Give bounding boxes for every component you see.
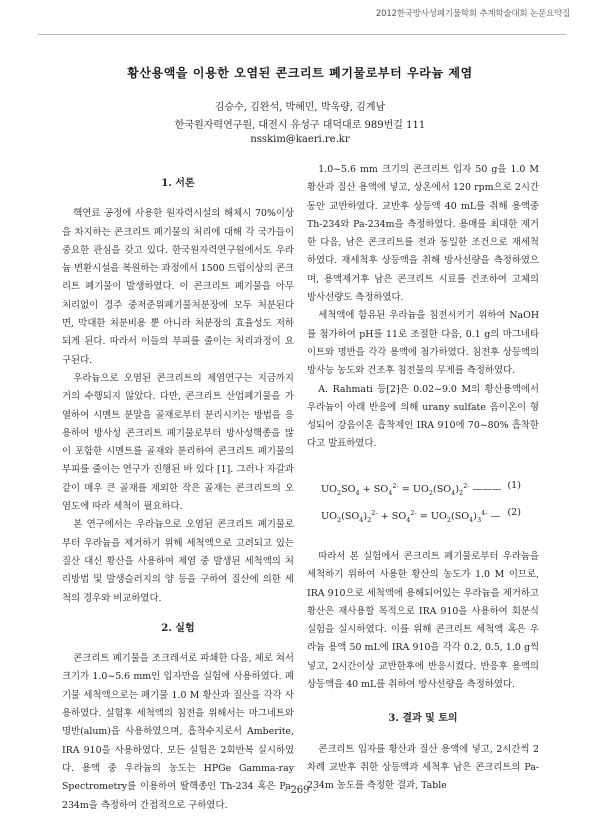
equation-number: (2) bbox=[507, 506, 521, 518]
affiliation: 한국원자력연구원, 대전시 유성구 대덕대로 989번길 111 bbox=[174, 120, 426, 131]
experiment-paragraph: 1.0~5.6 mm 크기의 콘크리트 입자 50 g을 1.0 M 황산과 질산 용액에 넣고, 상온에서 120 rpm으로 2시간동안 교반하였다. 교반후 상등액 40 mL를 취해 용액중 Th-234와 Pa-234m을 측정하였다. 용매를 최대한 제거한 다음, 남은 콘크리트를 전과 동일한 조건으로 재세척하였다. 재세척후 상등액을 취해 방사선량을 측정하였으며, 용액제거후 남은 콘크리트 시료를 건조하여 고체의 방사선량도 측정하였다. bbox=[307, 164, 539, 304]
experiment-paragraph: 세척액에 함유된 우라늄을 침전시키기 위하여 NaOH를 첨가하여 pH를 11로 조절한 다음, 0.1 g의 마그네타이트와 명반을 각각 용액에 첨가하였다. 침전후 상등액의 방사능 농도와 건조후 침전물의 무게를 측정하였다. bbox=[307, 310, 539, 377]
section-heading-intro: 1. 서론 bbox=[161, 178, 195, 189]
equation-block bbox=[321, 476, 539, 530]
experiment-paragraph: 따라서 본 실험에서 콘크리트 폐기물로부터 우라늄을 세척하기 위하여 사용한 황산의 농도가 1.0 M 이므로, IRA 910으로 세척액에 용해되어있는 우라늄을 제거하고 황산은 재사용할 목적으로 IRA 910을 사용하여 회분식실험을 실시하였다. 이를 위해 콘크리트 세척액 혹은 우라늄 용액 50 mL에 IRA 910을 각각 0.2, 0.5, 1.0 g씩 넣고, 2시간이상 교반한후에 반응시켰다. 반응후 용액의 상등액을 40 mL를 취하여 방사선량을 측정하였다. bbox=[307, 550, 539, 691]
author-list: 김승수, 김완석, 박혜민, 박욱량, 김계남 bbox=[214, 102, 386, 113]
left-column bbox=[62, 173, 294, 815]
running-head: 2012한국방사성폐기물학회 추계학술대회 논문요약집 bbox=[375, 9, 570, 19]
equation-1 bbox=[321, 476, 521, 503]
equation-expression: $UO_2SO_4 + SO_4^{2-} = UO_2(SO_4)_2^{2-}$ ——— bbox=[321, 481, 502, 497]
section-heading-experiment: 2. 실험 bbox=[161, 622, 195, 634]
equation-expression: $UO_2(SO_4)_2^{2-} + SO_4^{2-} = UO_2(SO_4)_3^{4-}$ — bbox=[321, 508, 501, 524]
experiment-paragraph: 콘크리트 폐기물을 조크레셔로 파쇄한 다음, 체로 쳐서 크기가 1.0~5.6 mm인 입자만을 실험에 사용하였다. 폐기물 세척액으로는 폐기물 1.0 M 황산과 질산을 각각 사용하였다. 실험후 세척액의 침전을 위해서는 마그네트와 명반(alum)을 사용하였으며, 흡착수지로서 Amberite, IRA 910을 사용하였다. 모든 실험은 2회반복 실시하였다. 용액 중 우라늄의 농도는 HPGe Gamma-ray Spectrometry를 이용하여 딸핵종인 Th-234 혹은 Pa-234m을 측정하여 간접적으로 구하였다. bbox=[62, 653, 294, 811]
section-heading-results: 3. 결과 및 토의 bbox=[388, 713, 458, 725]
page-number: - 269 - bbox=[283, 785, 317, 796]
intro-paragraph: 핵연료 공정에 사용한 원자력시설의 해체시 70%이상을 차지하는 콘크리트 폐기물의 처리에 대해 각 국가들이 중요한 관심을 갖고 있다. 한국원자력연구원에서도 우라늄 변환시설을 복원하는 과정에서 1500 드럼이상의 콘크리트 폐기물이 발생하였다. 이 콘크리트 폐기물을 아무 처리없이 경주 중저준위폐기물처분장에 모두 처분된다면, 막대한 처분비용 뿐 아니라 처분장의 효율성도 저하되게 된다. 따라서 이들의 부피를 줄이는 처리과정이 요구된다. bbox=[62, 208, 294, 366]
paper-title: 황산용액을 이용한 오염된 콘크리트 폐기물로부터 우라늄 제염 bbox=[127, 66, 473, 80]
author-email: nsskim@kaeri.re.kr bbox=[250, 134, 350, 145]
intro-paragraph: 우라늄으로 오염된 콘크리트의 제염연구는 지금까지 거의 수행되지 않았다. 다만, 콘크리트 산업폐기물을 가열하여 시멘트 분말을 골재로부터 분리시키는 방법을 응용하여 방사성 콘크리트 폐기물로부터 방사성핵종을 많이 포함한 시멘트를 골재와 분리하여 콘크리트 폐기물의 부피를 줄이는 연구가 진행된 바 있다 [1]. 그러나 자갈과 같이 매우 큰 골재를 제외한 작은 골재는 콘크리트의 오염도에 따라 세척이 필요하다. bbox=[62, 372, 294, 513]
right-column bbox=[307, 161, 539, 796]
equation-2 bbox=[321, 503, 521, 530]
equation-number: (1) bbox=[507, 479, 521, 491]
intro-paragraph: 본 연구에서는 우라늄으로 오염된 콘크리트 폐기물로부터 우라늄을 제거하기 위해 세척액으로 고려되고 있는 질산 대신 황산을 사용하여 제염 중 발생된 세척액의 처리방법 및 발생슬러지의 양 등을 구하여 질산에 의한 세척의 경우와 비교하였다. bbox=[62, 519, 294, 604]
experiment-paragraph: A. Rahmati 등[2]은 0.02~9.0 M의 황산용액에서 우라늄이 아래 반응에 의해 urany sulfate 음이온이 형성되어 강음이온 흡착제인 IRA 910에 70~80% 흡착한다고 발표하였다. bbox=[307, 383, 539, 450]
header-rule bbox=[38, 34, 566, 35]
results-paragraph: 콘크리트 입자를 황산과 질산 용액에 넣고, 2시간씩 2차례 교반후 취한 상등액과 세척후 남은 콘크리트의 Pa-234m 농도를 측정한 결과, Table bbox=[307, 743, 539, 792]
